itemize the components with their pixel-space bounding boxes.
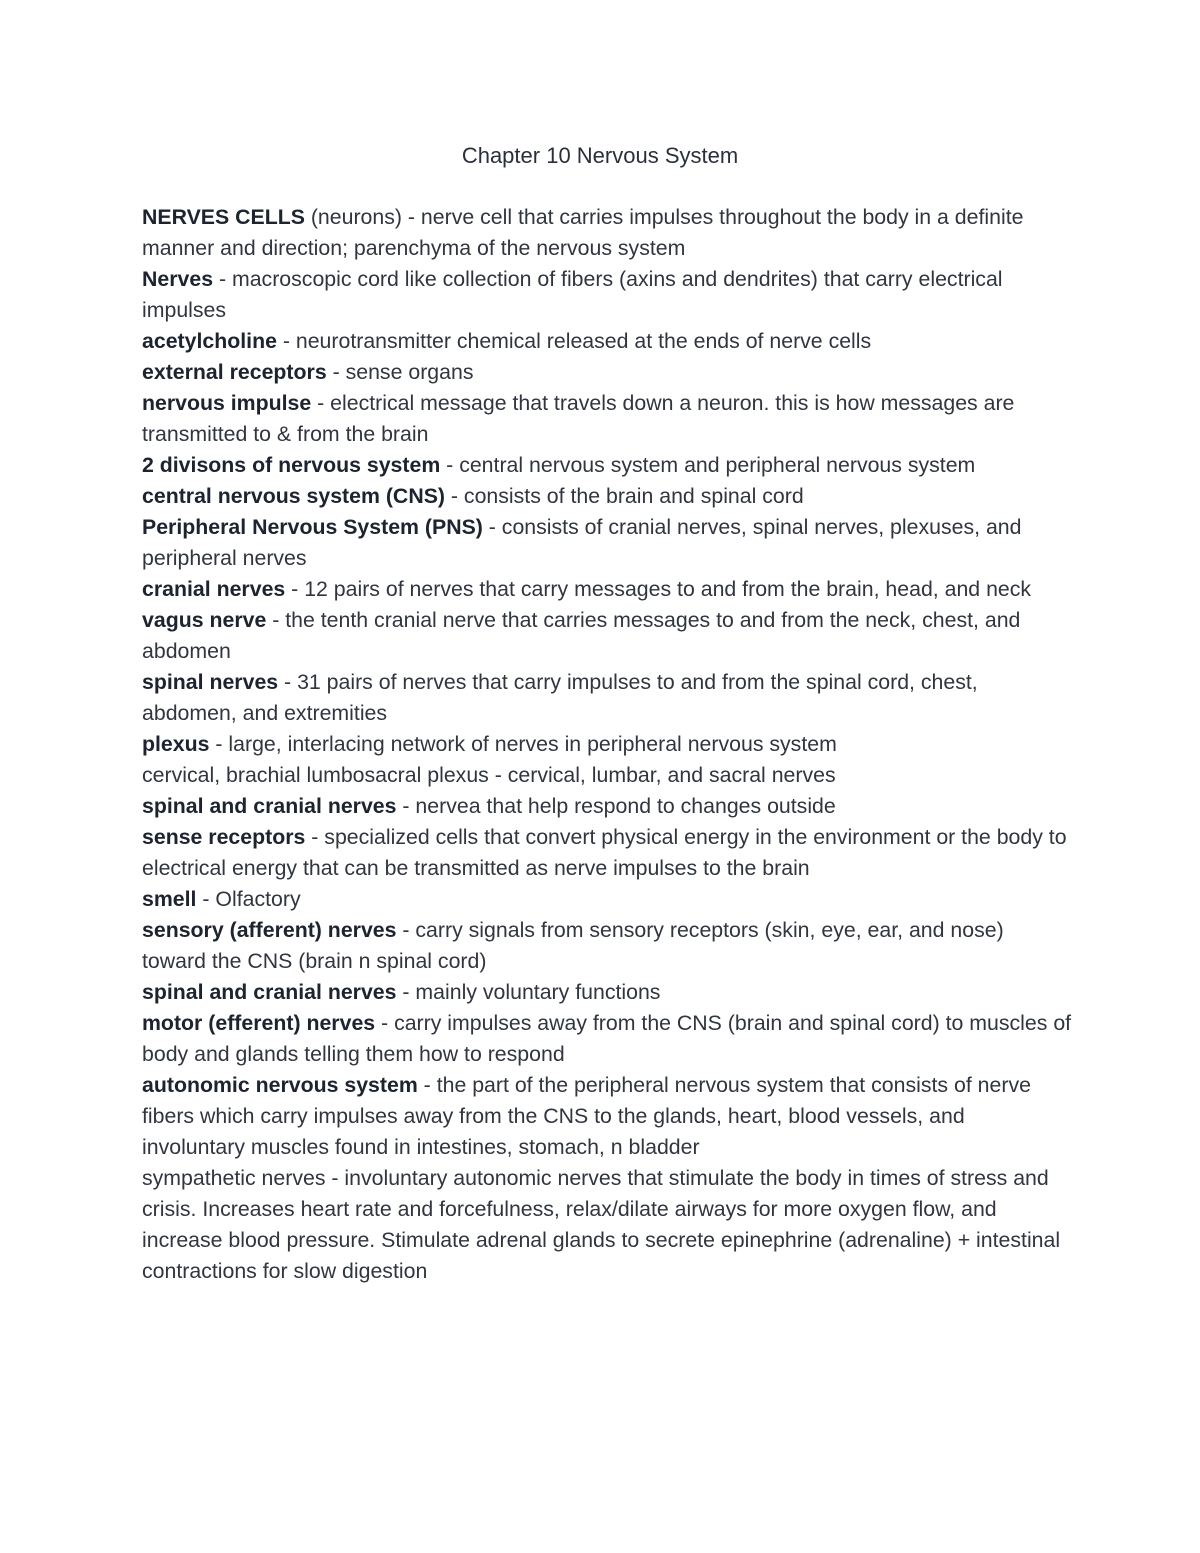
entry-term: Peripheral Nervous System (PNS) xyxy=(142,515,483,539)
entry-term: Nerves xyxy=(142,267,214,291)
entry-definition: - electrical message that travels down a neuron. this is how messages are transmitted to & from the brain xyxy=(142,391,1015,446)
glossary-entry xyxy=(142,605,1072,667)
entry-term: spinal and cranial nerves xyxy=(142,980,397,1004)
entry-term: spinal and cranial nerves xyxy=(142,794,397,818)
glossary-entry xyxy=(142,1008,1072,1070)
glossary-entry xyxy=(142,822,1072,884)
entry-definition: - carry signals from sensory receptors (skin, eye, ear, and nose) toward the CNS (brain n spinal cord) xyxy=(142,918,1004,973)
entry-definition: - central nervous system and peripheral nervous system xyxy=(440,453,976,477)
entry-definition: - 12 pairs of nerves that carry messages to and from the brain, head, and neck xyxy=(285,577,1032,601)
entry-definition: - the tenth cranial nerve that carries messages to and from the neck, chest, and abdomen xyxy=(142,608,1021,663)
entry-term: NERVES CELLS xyxy=(142,205,305,229)
glossary-entry xyxy=(142,1163,1072,1287)
glossary-entry xyxy=(142,388,1072,450)
entry-term: nervous impulse xyxy=(142,391,312,415)
glossary-entry xyxy=(142,481,1072,512)
entry-term: acetylcholine xyxy=(142,329,277,353)
glossary-entry xyxy=(142,326,1072,357)
entry-term: autonomic nervous system xyxy=(142,1073,418,1097)
entry-definition: - Olfactory xyxy=(196,887,301,911)
entry-definition: - consists of the brain and spinal cord xyxy=(445,484,804,508)
entry-term: plexus xyxy=(142,732,210,756)
entry-definition: sympathetic nerves - involuntary autonomic nerves that stimulate the body in times of stress and crisis. Increases heart rate and forcefulness, relax/dilate airways for more oxygen flow, and increase blood pressure. Stimulate adrenal glands to secrete epinephrine (adrenaline) + intestinal contractions for slow digestion xyxy=(142,1166,1061,1283)
document-body xyxy=(142,202,1072,1287)
entry-term: central nervous system (CNS) xyxy=(142,484,445,508)
entry-term: vagus nerve xyxy=(142,608,267,632)
entry-definition: - 31 pairs of nerves that carry impulses to and from the spinal cord, chest, abdomen, and extremities xyxy=(142,670,978,725)
glossary-entry xyxy=(142,202,1072,264)
glossary-entry xyxy=(142,264,1072,326)
glossary-entry xyxy=(142,884,1072,915)
entry-term: spinal nerves xyxy=(142,670,279,694)
entry-term: cranial nerves xyxy=(142,577,286,601)
entry-term: sensory (afferent) nerves xyxy=(142,918,397,942)
glossary-entry xyxy=(142,915,1072,977)
entry-definition: (neurons) - nerve cell that carries impulses throughout the body in a definite manner and direction; parenchyma of the nervous system xyxy=(142,205,1024,260)
entry-definition: - sense organs xyxy=(326,360,474,384)
entry-definition: - nervea that help respond to changes outside xyxy=(396,794,836,818)
glossary-entry xyxy=(142,760,1072,791)
entry-term: 2 divisons of nervous system xyxy=(142,453,441,477)
glossary-entry xyxy=(142,729,1072,760)
glossary-entry xyxy=(142,791,1072,822)
entry-definition: - the part of the peripheral nervous system that consists of nerve fibers which carry impulses away from the CNS to the glands, heart, blood vessels, and involuntary muscles found in intestines, stomach, n bladder xyxy=(142,1073,1031,1159)
glossary-entry xyxy=(142,450,1072,481)
document-title: Chapter 10 Nervous System xyxy=(461,143,739,168)
entry-definition: cervical, brachial lumbosacral plexus - cervical, lumbar, and sacral nerves xyxy=(142,763,836,787)
glossary-entry xyxy=(142,1070,1072,1163)
glossary-entry xyxy=(142,512,1072,574)
entry-definition: - neurotransmitter chemical released at the ends of nerve cells xyxy=(276,329,872,353)
entry-definition: - macroscopic cord like collection of fibers (axins and dendrites) that carry electrical impulses xyxy=(142,267,1003,322)
glossary-entry xyxy=(142,667,1072,729)
entry-term: smell xyxy=(142,887,197,911)
glossary-entry xyxy=(142,357,1072,388)
entry-definition: - consists of cranial nerves, spinal nerves, plexuses, and peripheral nerves xyxy=(142,515,1022,570)
entry-term: motor (efferent) nerves xyxy=(142,1011,376,1035)
entry-definition: - mainly voluntary functions xyxy=(396,980,661,1004)
entry-term: sense receptors xyxy=(142,825,306,849)
entry-term: external receptors xyxy=(142,360,327,384)
glossary-entry xyxy=(142,574,1072,605)
glossary-entry xyxy=(142,977,1072,1008)
entry-definition: - large, interlacing network of nerves in peripheral nervous system xyxy=(209,732,837,756)
entry-definition: - carry impulses away from the CNS (brain and spinal cord) to muscles of body and glands telling them how to respond xyxy=(142,1011,1072,1066)
entry-definition: - specialized cells that convert physical energy in the environment or the body to electrical energy that can be transmitted as nerve impulses to the brain xyxy=(142,825,1067,880)
